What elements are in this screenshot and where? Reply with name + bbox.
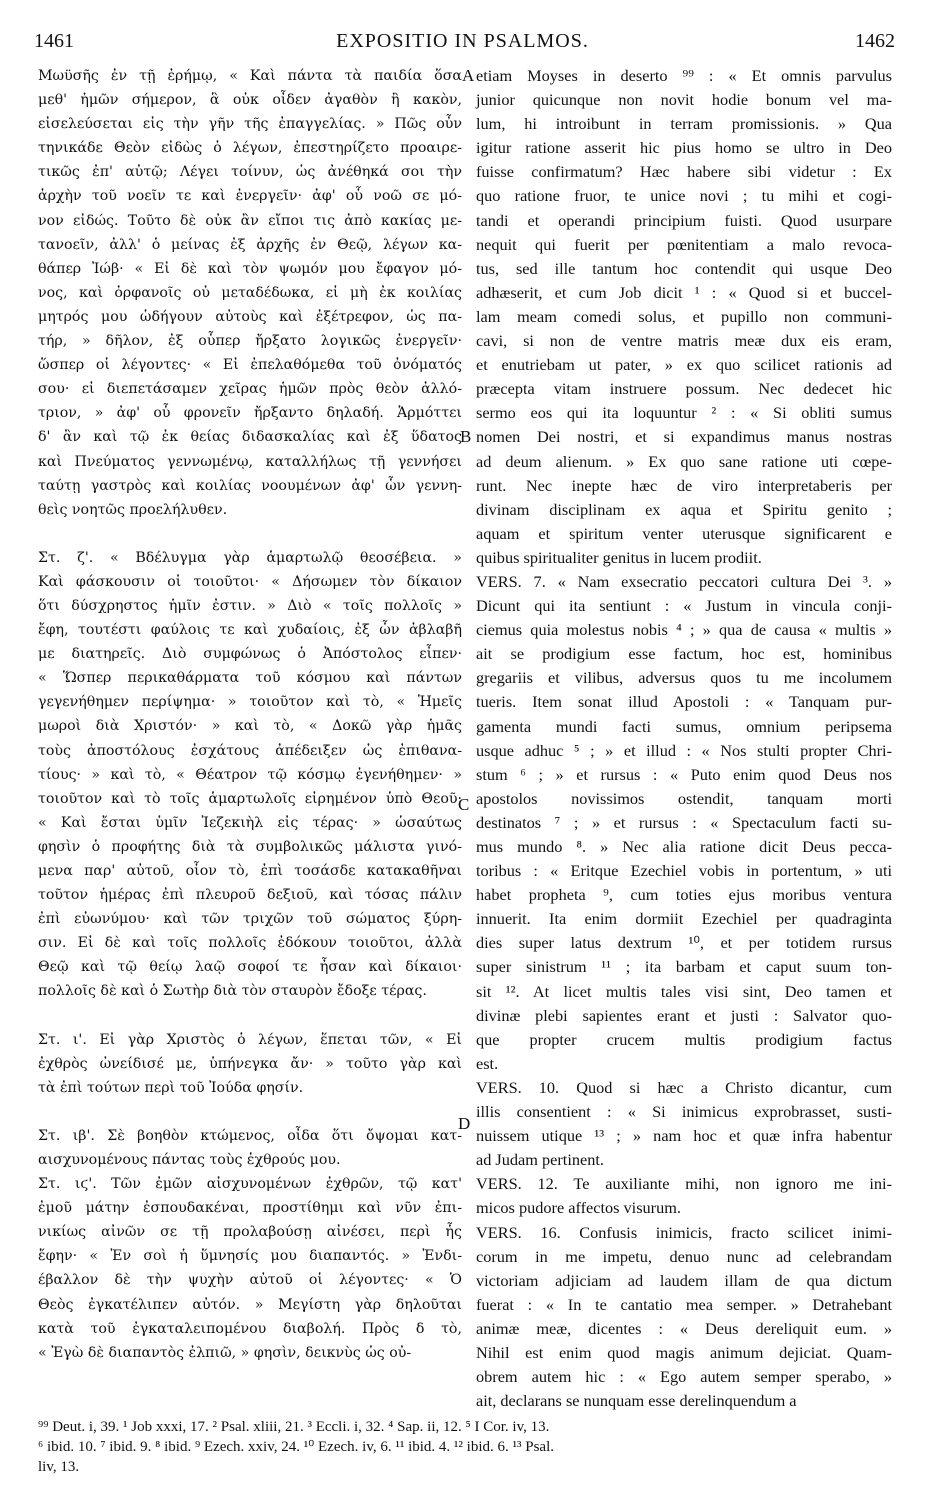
latin-text-line: micos pudore affectos visurum. bbox=[476, 1198, 681, 1218]
latin-text-line: tus, sed ille tantum hoc contendit qui usque Deo bbox=[476, 258, 892, 278]
section-marker-c: C bbox=[458, 795, 470, 814]
latin-text-line: et enutriebam ut pater, » ex quo scilicet rationis ad bbox=[476, 355, 892, 375]
section-marker-a: A bbox=[462, 66, 475, 85]
latin-text-line: etiam Moyses in deserto ⁹⁹ : « Et omnis parvulus bbox=[476, 66, 892, 85]
latin-text-line: mus mundo ⁸. » Nec alia ratione dicit Deus pecca- bbox=[476, 837, 892, 856]
latin-text-line: tueris. Item sonat illud Apostoli : « Tanquam pur- bbox=[476, 692, 892, 712]
paragraph-gap bbox=[38, 1004, 462, 1028]
latin-column bbox=[476, 64, 892, 1413]
latin-text-line: adhæserit, et cum Job dicit ¹ : « Quod si et buccel- bbox=[476, 282, 892, 302]
greek-text-line: τίους· » καὶ τὸ, « Θέατρον τῷ κόσμῳ ἐγενήθημεν· » bbox=[38, 766, 462, 783]
latin-text-line: habet propheta ⁹, cum toties ejus moribus ventura bbox=[476, 885, 892, 905]
greek-text-line: Θεὸς ἐγκατέλιπεν αὐτόν. » Μεγίστη γὰρ δηλοῦται bbox=[38, 1296, 462, 1313]
latin-text-line: VERS. 10. Quod si hæc a Christo dicantur, cum bbox=[476, 1077, 892, 1097]
latin-text-line: lam meam comedi solus, et pupillo non communi- bbox=[476, 306, 892, 326]
latin-text-line: ad deum alienum. » Ex quo sane ratione uti cœpe- bbox=[476, 451, 892, 471]
page-number-right: 1462 bbox=[855, 30, 895, 52]
greek-text-line: ἔφην· « Ἐν σοὶ ἡ ὕμνησίς μου διαπαντός. » Ἐνδι- bbox=[38, 1248, 462, 1265]
greek-text-line: Στ. ιβ'. Σὲ βοηθὸν κτώμενος, οἶδα ὅτι ὄψομαι κατ- bbox=[38, 1127, 462, 1144]
latin-text-line: gamenta mundi facti sumus, omnium peripsema bbox=[476, 716, 892, 736]
greek-text-line: μητρός μου ὡδήγουν αὐτοὺς καὶ ἐξέτρεφον, ὡς πα- bbox=[38, 308, 462, 325]
greek-text-line: ἐπὶ εὐωνύμου· καὶ τῶν τριχῶν τοῦ σώματος ξύρη- bbox=[38, 911, 462, 928]
latin-text-line: divinam disciplinam ex aqua et Spiritu genito ; bbox=[476, 499, 892, 519]
latin-text-line: ait se prodigium esse factum, hoc est, hominibus bbox=[476, 644, 892, 664]
latin-text-line: apostolos novissimos ostendit, tanquam morti bbox=[476, 788, 892, 808]
latin-text-line: VERS. 16. Confusis inimicis, fracto scilicet inimi- bbox=[476, 1222, 892, 1242]
latin-text-line: lum, hi introibunt in terram promissionis. » Qua bbox=[476, 114, 892, 134]
greek-text-line: ἐχθρὸς ὠνείδισέ με, ὑπήνεγκα ἄν· » τοῦτο γὰρ καὶ bbox=[38, 1055, 462, 1072]
greek-text-line: « Καὶ ἔσται ὑμῖν Ἰεζεκιὴλ εἰς τέρας· » ὡσαύτως bbox=[38, 814, 462, 831]
greek-text-line: σιν. Εἰ δὲ καὶ τοῖς πολλοῖς ἐδόκουν τοιοῦτοι, ἀλλὰ bbox=[38, 935, 462, 952]
footnote-line: liv, 13. bbox=[38, 1459, 80, 1475]
greek-text-line: μενα παρ' αὐτοῦ, οἷον τὸ, ἐπὶ τοσάσδε κατακαθῆναι bbox=[38, 863, 462, 879]
latin-text-line: nomen Dei nostri, et si expandimus manus nostras bbox=[476, 427, 892, 447]
greek-text-line: τοὺς ἀποστόλους ἐσχάτους ἀπέδειξεν ὡς ἐπιθανα- bbox=[38, 742, 462, 759]
latin-text-line: ad Judam pertinent. bbox=[476, 1150, 604, 1170]
greek-text-line: γεγενήθημεν περίψημα· » τοιοῦτον καὶ τὸ, « Ἡμεῖς bbox=[38, 694, 462, 711]
footnote-line: ⁶ ibid. 10. ⁷ ibid. 9. ⁸ ibid. ⁹ Ezech. xxiv, 24. ¹⁰ Ezech. iv, 6. ¹¹ ibid. 4. ¹² ibid. 6. ¹³ Psal. bbox=[38, 1439, 554, 1455]
latin-text-line: usque adhuc ⁵ ; » et illud : « Nos stulti propter Chri- bbox=[476, 740, 892, 760]
latin-text-line: destinatos ⁷ ; » et rursus : « Spectaculum facti su- bbox=[476, 812, 892, 832]
latin-text-line: nuissem utique ¹³ ; » nam hoc et quæ infra habentur bbox=[476, 1126, 892, 1146]
latin-text-line: præcepta vitam instruere possum. Nec dedecet hic bbox=[476, 379, 892, 399]
greek-text-line: σου· εἰ διεπετάσαμεν χεῖρας ἡμῶν πρὸς θεὸν ἀλλό- bbox=[38, 381, 462, 398]
latin-text-line: quibus spiritualiter genitus in lucem prodiit. bbox=[476, 547, 762, 567]
latin-text-line: corum in me impetu, denuo nunc ad celebrandam bbox=[476, 1246, 892, 1266]
greek-column bbox=[38, 64, 462, 1365]
latin-text-line: divinæ plebi sapientes erant et justi : Salvator quo- bbox=[476, 1005, 892, 1025]
greek-text-line: Θεῷ καὶ τῷ θείῳ λαῷ σοφοί τε ἦσαν καὶ δίκαιοι· bbox=[38, 959, 462, 976]
greek-text-line: τηνικάδε Θεὸν εἰδὼς ὁ λέγων, ἐπεστηρίζετο προαιρε- bbox=[38, 140, 462, 157]
greek-text-line: ταύτῃ γαστρὸς καὶ κοιλίας νοουμένων ἀφ' ὧν γεννη- bbox=[38, 477, 462, 494]
greek-text-line: νον εἰδώς. Τοῦτο δὲ οὐκ ἂν εἴποι τις ἀπὸ κακίας με- bbox=[38, 212, 462, 229]
latin-text-line: nequit qui fuerit per pœnitentiam a malo revoca- bbox=[476, 234, 892, 254]
section-marker-b: B bbox=[460, 427, 472, 446]
greek-text-line: « Ἐγὼ δὲ διαπαντὸς ἐλπιῶ, » φησὶν, δεικνὺς ὡς οὐ- bbox=[38, 1344, 412, 1361]
latin-text-line: aquam et spiritum venter uterusque significarent e bbox=[476, 523, 892, 543]
latin-text-line: fuerat : « In te cantatio mea semper. » Detrahebant bbox=[476, 1294, 892, 1314]
latin-text-line: stum ⁶ ; » et rursus : « Puto enim quod Deus nos bbox=[476, 764, 892, 784]
latin-text-line: quo ratione fruor, te unice novi ; tu mihi et cogi- bbox=[476, 186, 892, 206]
greek-text-line: δ' ἂν καὶ τῷ ἐκ θείας διδασκαλίας καὶ ἐξ ὕδατος bbox=[38, 429, 462, 446]
greek-text-line: ὥσπερ οἱ λέγοντες· « Εἰ ἐπελαθόμεθα τοῦ ὀνόματός bbox=[38, 357, 462, 374]
greek-text-line: ἔφη, τουτέστι φαύλοις τε καὶ χυδαίοις, ἐξ ὧν ἀβλαβῆ bbox=[38, 622, 462, 639]
greek-text-line: τοῦτον ἡμέρας ἐπὶ πλευροῦ δεξιοῦ, καὶ τόσας πάλιν bbox=[38, 887, 462, 904]
latin-text-line: gregariis et vilibus, adversus quos tu me incolumem bbox=[476, 668, 892, 688]
latin-text-line: que propter crucem multis prodigium factus bbox=[476, 1029, 892, 1049]
greek-text-line: Στ. ιϛ'. Τῶν ἐμῶν αἰσχυνομένων ἐχθρῶν, τῷ κατ' bbox=[38, 1176, 462, 1193]
greek-text-line: φησὶν ὁ προφήτης διὰ τὰ συμβολικῶς μάλιστα γινό- bbox=[38, 838, 462, 855]
latin-text-line: Nihil est enim quod magis animum dejiciat. Quam- bbox=[476, 1342, 892, 1362]
greek-text-line: ἀρχὴν τοῦ νοεῖν τε καὶ ἐνεργεῖν· ἀφ' οὗ νοῶ σε μό- bbox=[38, 188, 462, 205]
greek-text-line: νος, καὶ ὀρφανοῖς οὐ μεταδέδωκα, εἰ μὴ ἐκ κοιλίας bbox=[38, 284, 462, 301]
latin-text-line: tandi et operandi principium fuisti. Quod usurpare bbox=[476, 210, 892, 230]
greek-text-line: μωροὶ διὰ Χριστόν· » καὶ τὸ, « Δοκῶ γὰρ ἡμᾶς bbox=[38, 718, 462, 735]
latin-text-line: innuerit. Ita enim dormiit Ezechiel per quadraginta bbox=[476, 909, 892, 929]
latin-text-line: victoriam adjiciam ad laudem illam de qua dictum bbox=[476, 1270, 892, 1290]
greek-text-line: Καὶ φάσκουσιν οἱ τοιοῦτοι· « Δήσωμεν τὸν δίκαιον bbox=[38, 573, 462, 590]
page-number-left: 1461 bbox=[34, 30, 74, 52]
greek-text-line: καὶ Πνεύματος γεννωμένῳ, καταλλήλως τῇ γεννήσει bbox=[38, 453, 462, 470]
latin-text-line: junior quicunque non novit hodie bonum vel ma- bbox=[476, 90, 892, 110]
latin-text-line: toribus : « Eritque Ezechiel vobis in portentum, » uti bbox=[476, 861, 892, 881]
latin-text-line: igitur ratione asserit hic pius homo se ultro in Deo bbox=[476, 138, 892, 158]
running-title: EXPOSITIO IN PSALMOS. bbox=[336, 30, 589, 52]
greek-text-line: ὅτι δύσχρηστος ἡμῖν ἐστιν. » Διὸ « τοῖς πολλοῖς » bbox=[38, 597, 462, 614]
latin-text-line: dies super latus dextrum ¹⁰, et per totidem rursus bbox=[476, 933, 892, 953]
greek-text-line: εἰσελεύσεται εἰς τὴν γῆν τῆς ἐπαγγελίας. » Πῶς οὖν bbox=[38, 116, 462, 133]
greek-text-line: κατὰ τοῦ ἐγκαταλειπομένου διαβολή. Πρὸς δ τὸ, bbox=[38, 1320, 462, 1337]
latin-text-line: obrem autem hic : « Ego autem semper sperabo, » bbox=[476, 1367, 892, 1387]
latin-text-line: Dicunt qui ita sentiunt : « Justum in vincula conji- bbox=[476, 596, 892, 616]
section-marker-d: D bbox=[458, 1114, 471, 1133]
greek-text-line: μεθ' ἡμῶν σήμερον, ἃ οὐκ οἶδεν ἀγαθὸν ἢ κακὸν, bbox=[38, 92, 462, 109]
greek-text-line: θάπερ Ἰώβ· « Εἰ δὲ καὶ τὸν ψωμόν μου ἔφαγον μό- bbox=[38, 260, 462, 277]
latin-text-line: est. bbox=[476, 1053, 499, 1073]
latin-text-line: animæ meæ, dicentes : « Deus dereliquit eum. » bbox=[476, 1318, 892, 1338]
greek-text-line: ἐμοῦ μάτην ἐσπουδακέναι, προστίθημι καὶ νῦν ἐπι- bbox=[38, 1200, 462, 1217]
latin-text-line: cavi, si non de ventre matris meæ dux eis eram, bbox=[476, 331, 892, 351]
latin-text-line: VERS. 7. « Nam exsecratio peccatori cultura Dei ³. » bbox=[476, 571, 892, 591]
latin-text-line: sermo eos qui ita loquuntur ² : « Si obliti sumus bbox=[476, 403, 892, 423]
latin-text-line: illis consentient : « Si inimicus exprobrasset, susti- bbox=[476, 1102, 892, 1122]
paragraph-gap bbox=[38, 1100, 462, 1124]
latin-text-line: sit ¹². At licet multis tales visi sint, Deo tamen et bbox=[476, 981, 892, 1001]
latin-text-line: ciemus quia molestus nobis ⁴ ; » qua de causa « multis » bbox=[476, 620, 892, 640]
greek-text-line: « Ὥσπερ περικαθάρματα τοῦ κόσμου καὶ πάντων bbox=[38, 670, 462, 687]
greek-text-line: νικίως αἰνῶν σε τῇ προλαβούσῃ αἰνέσει, περὶ ἧς bbox=[38, 1224, 462, 1241]
paragraph-gap bbox=[38, 522, 462, 546]
greek-text-line: με διατηρεῖς. Διὸ συμφώνως ὁ Ἀπόστολος εἶπεν· bbox=[38, 646, 462, 663]
greek-text-line: θεὶς νοητῶς προελήλυθεν. bbox=[38, 501, 228, 518]
latin-text-line: VERS. 12. Te auxiliante mihi, non ignoro me ini- bbox=[476, 1174, 892, 1194]
greek-text-line: τοιοῦτον καὶ τὸ τοῖς ἁμαρτωλοῖς εἰρημένον ὑπὸ Θεοῦ· bbox=[38, 790, 462, 807]
greek-text-line: τανοεῖν, ἀλλ' ὁ μείνας ἐξ ἀρχῆς ἐν Θεῷ, λέγων κα- bbox=[38, 236, 462, 253]
greek-text-line: τριον, » ἀφ' οὗ φρονεῖν ἤρξαντο δηλαδή. Ἁρμόττει bbox=[38, 405, 462, 422]
latin-text-line: super sinistrum ¹¹ ; ita barbam et caput suum ton- bbox=[476, 957, 892, 977]
greek-text-line: Στ. ι'. Εἰ γὰρ Χριστὸς ὁ λέγων, ἕπεται τῶν, « Εἰ bbox=[38, 1031, 462, 1048]
greek-text-line: τήρ, » δῆλον, ἐξ οὗπερ ἤρξατο λογικῶς ἐνεργεῖν· bbox=[38, 333, 462, 350]
greek-text-line: πολλοῖς δὲ καὶ ὁ Σωτὴρ διὰ τὸν σταυρὸν ἔδοξε τέρας. bbox=[38, 983, 427, 1000]
greek-text-line: τικῶς ἐπ' αὐτῷ; Λέγει τοίνυν, ὡς ἀνέθηκά σοι τὴν bbox=[38, 164, 462, 181]
greek-text-line: αισχυνομένους πάντας τοὺς ἐχθρούς μου. bbox=[38, 1151, 341, 1168]
footnotes bbox=[38, 1417, 898, 1477]
greek-text-line: Στ. ζ'. « Βδέλυγμα γὰρ ἁμαρτωλῷ θεοσέβεια. » bbox=[38, 549, 462, 566]
greek-text-line: τὰ ἐπὶ τούτων περὶ τοῦ Ἰούδα φησίν. bbox=[38, 1079, 304, 1096]
greek-text-line: έβαλλον δὲ τὴν ψυχὴν αὐτοῦ οἱ λέγοντες· « Ὁ bbox=[38, 1272, 462, 1289]
footnote-line: ⁹⁹ Deut. i, 39. ¹ Job xxxi, 17. ² Psal. xliii, 21. ³ Eccli. i, 32. ⁴ Sap. ii, 12. ⁵ I Cor. iv, 13. bbox=[38, 1419, 550, 1435]
greek-text-line: Μωϋσῆς ἐν τῇ ἐρήμῳ, « Καὶ πάντα τὰ παιδία ὅσα bbox=[38, 68, 462, 84]
latin-text-line: runt. Nec inepte hæc de viro interpretaberis per bbox=[476, 475, 892, 495]
latin-text-line: fuisse confirmatum? Hæc habere sibi videtur : Ex bbox=[476, 162, 892, 182]
page-header bbox=[0, 30, 925, 60]
latin-text-line: ait, declarans se nunquam esse derelinquendum a bbox=[476, 1391, 797, 1411]
